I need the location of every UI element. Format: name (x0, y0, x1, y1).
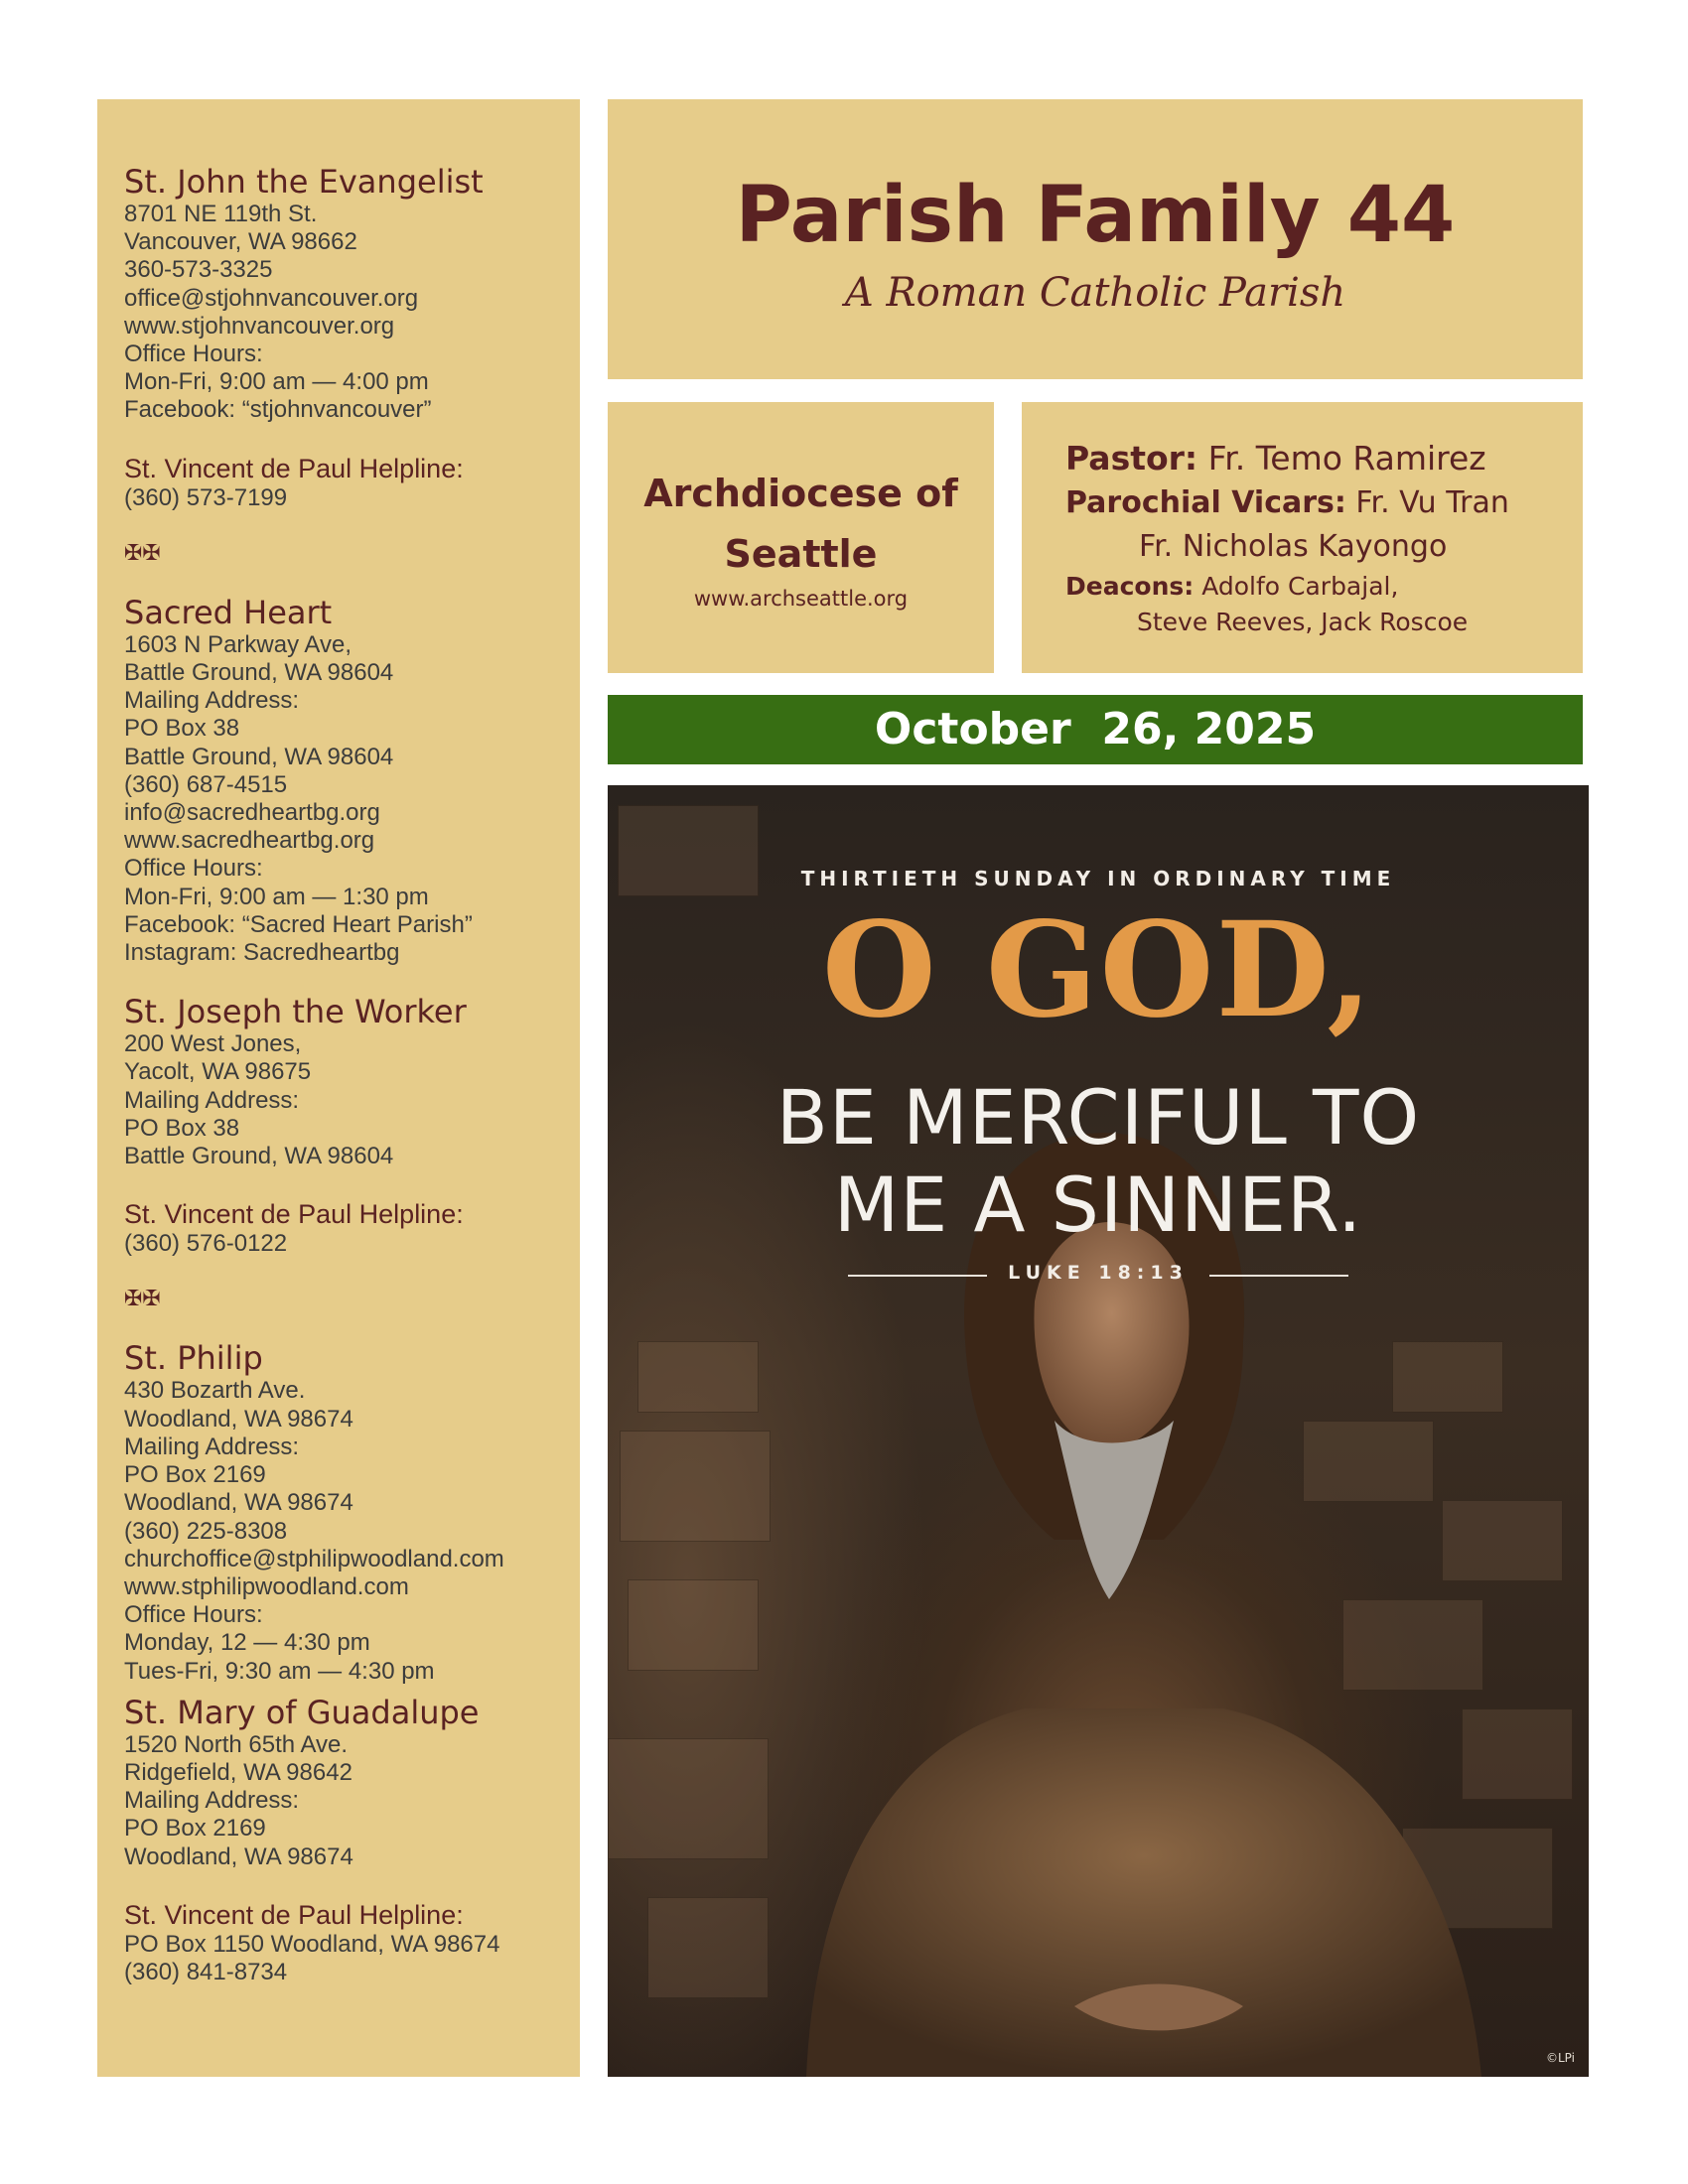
office-hours-label: Office Hours: (124, 855, 263, 883)
pastor-label: Pastor: (1065, 439, 1198, 478)
archdiocese-line2: Seattle (724, 532, 878, 576)
parish-name: St. Philip (124, 1339, 263, 1378)
artwork-headline: O GOD, (821, 893, 1375, 1047)
city-line: Ridgefield, WA 98642 (124, 1758, 352, 1786)
po-box: PO Box 38 (124, 715, 240, 743)
archdiocese-website-link[interactable]: www.archseattle.org (693, 587, 909, 611)
address-line: 1520 North 65th Ave. (124, 1730, 349, 1758)
deacons-row (1065, 569, 1583, 605)
parish-name: St. John the Evangelist (124, 163, 484, 201)
reference-rule-right (1209, 1275, 1348, 1277)
deacons-label: Deacons: (1065, 572, 1195, 601)
parish-sacred-heart (124, 594, 554, 967)
email-link[interactable]: churchoffice@stphilipwoodland.com (124, 1545, 504, 1572)
archdiocese-line1: Archdiocese of (643, 472, 958, 515)
city-line: Yacolt, WA 98675 (124, 1058, 312, 1086)
helpline-phone: (360) 576-0122 (124, 1230, 288, 1258)
mailing-city: Battle Ground, WA 98604 (124, 743, 394, 770)
facebook: Facebook: “Sacred Heart Parish” (124, 910, 473, 938)
helpline (124, 1899, 554, 1986)
helpline (124, 453, 554, 512)
vicars-label: Parochial Vicars: (1065, 485, 1346, 520)
helpline-title: St. Vincent de Paul Helpline: (124, 1199, 464, 1230)
pastor-row (1065, 436, 1583, 481)
spacer (124, 1686, 554, 1694)
parish-name: St. Joseph the Worker (124, 993, 467, 1031)
email-link[interactable]: office@stjohnvancouver.org (124, 284, 419, 312)
instagram: Instagram: Sacredheartbg (124, 939, 400, 967)
office-hours: Mon-Fri, 9:00 am — 1:30 pm (124, 883, 429, 910)
po-box: PO Box 2169 (124, 1815, 266, 1843)
city-line: Woodland, WA 98674 (124, 1405, 353, 1433)
archdiocese-title (608, 464, 994, 585)
helpline-address: PO Box 1150 Woodland, WA 98674 (124, 1930, 500, 1958)
helpline-title: St. Vincent de Paul Helpline: (124, 1899, 464, 1930)
vicars-row (1065, 481, 1583, 525)
phone: (360) 687-4515 (124, 770, 288, 798)
office-hours-label: Office Hours: (124, 341, 263, 368)
parish-stphilip (124, 1339, 554, 1685)
mailing-label: Mailing Address: (124, 1086, 300, 1114)
mailing-city: Woodland, WA 98674 (124, 1843, 353, 1870)
helpline (124, 1198, 554, 1258)
mailing-city: Woodland, WA 98674 (124, 1489, 353, 1517)
mailing-label: Mailing Address: (124, 687, 300, 715)
address-line: 8701 NE 119th St. (124, 201, 318, 227)
website-link[interactable]: www.stjohnvancouver.org (124, 312, 395, 340)
pastor-name: Fr. Temo Ramirez (1197, 439, 1486, 478)
parish-name: Sacred Heart (124, 593, 333, 631)
helpline-phone: (360) 841-8734 (124, 1958, 288, 1985)
artwork-line-2: ME A SINNER. (833, 1160, 1363, 1249)
address-line: 430 Bozarth Ave. (124, 1377, 306, 1405)
website-link[interactable]: www.stphilipwoodland.com (124, 1572, 409, 1600)
cross-divider-icon: ✠✠ (124, 1286, 161, 1311)
scripture-reference: LUKE 18:13 (1008, 1262, 1189, 1284)
office-hours: Mon-Fri, 9:00 am — 4:00 pm (124, 368, 429, 396)
page-title: Parish Family 44 (735, 171, 1456, 260)
spacer (124, 967, 554, 993)
artwork-kicker: THIRTIETH SUNDAY IN ORDINARY TIME (800, 867, 1396, 890)
helpline-phone: (360) 573-7199 (124, 483, 288, 511)
parish-stjoseph (124, 993, 554, 1258)
parish-stjohn (124, 163, 554, 512)
facebook: Facebook: “stjohnvancouver” (124, 396, 432, 424)
clergy-box (1022, 402, 1583, 673)
mailing-label: Mailing Address: (124, 1787, 300, 1815)
city-line: Vancouver, WA 98662 (124, 228, 357, 256)
deacon-name: Adolfo Carbajal, (1194, 572, 1399, 601)
website-link[interactable]: www.sacredheartbg.org (124, 827, 375, 855)
bulletin-date: October 26, 2025 (608, 695, 1583, 764)
image-credit: ©LPi (1546, 2051, 1575, 2065)
office-hours: Tues-Fri, 9:30 am — 4:30 pm (124, 1657, 435, 1685)
cross-divider-icon: ✠✠ (124, 539, 161, 565)
phone: 360-573-3325 (124, 256, 273, 284)
mailing-city: Battle Ground, WA 98604 (124, 1143, 394, 1170)
phone: (360) 225-8308 (124, 1517, 288, 1545)
parish-directory-sidebar (97, 99, 580, 2077)
masthead (608, 99, 1583, 379)
parish-name: St. Mary of Guadalupe (124, 1693, 480, 1731)
mailing-label: Mailing Address: (124, 1433, 300, 1460)
address-line: 200 West Jones, (124, 1030, 302, 1058)
office-hours: Monday, 12 — 4:30 pm (124, 1629, 370, 1657)
artwork-line-1: BE MERCIFUL TO (775, 1073, 1421, 1161)
helpline-title: St. Vincent de Paul Helpline: (124, 453, 464, 483)
vicar-name: Fr. Vu Tran (1345, 485, 1509, 520)
address-line: 1603 N Parkway Ave, (124, 630, 352, 658)
office-hours-label: Office Hours: (124, 1601, 263, 1629)
archdiocese-box (608, 402, 994, 673)
city-line: Battle Ground, WA 98604 (124, 659, 394, 687)
po-box: PO Box 38 (124, 1114, 240, 1142)
sunday-artwork (608, 785, 1589, 2077)
page-subtitle: A Roman Catholic Parish (844, 270, 1346, 316)
email-link[interactable]: info@sacredheartbg.org (124, 799, 380, 827)
po-box: PO Box 2169 (124, 1461, 266, 1489)
deacon-names: Steve Reeves, Jack Roscoe (1137, 608, 1469, 636)
parish-stmary (124, 1694, 554, 1986)
vicar-name: Fr. Nicholas Kayongo (1139, 529, 1448, 564)
